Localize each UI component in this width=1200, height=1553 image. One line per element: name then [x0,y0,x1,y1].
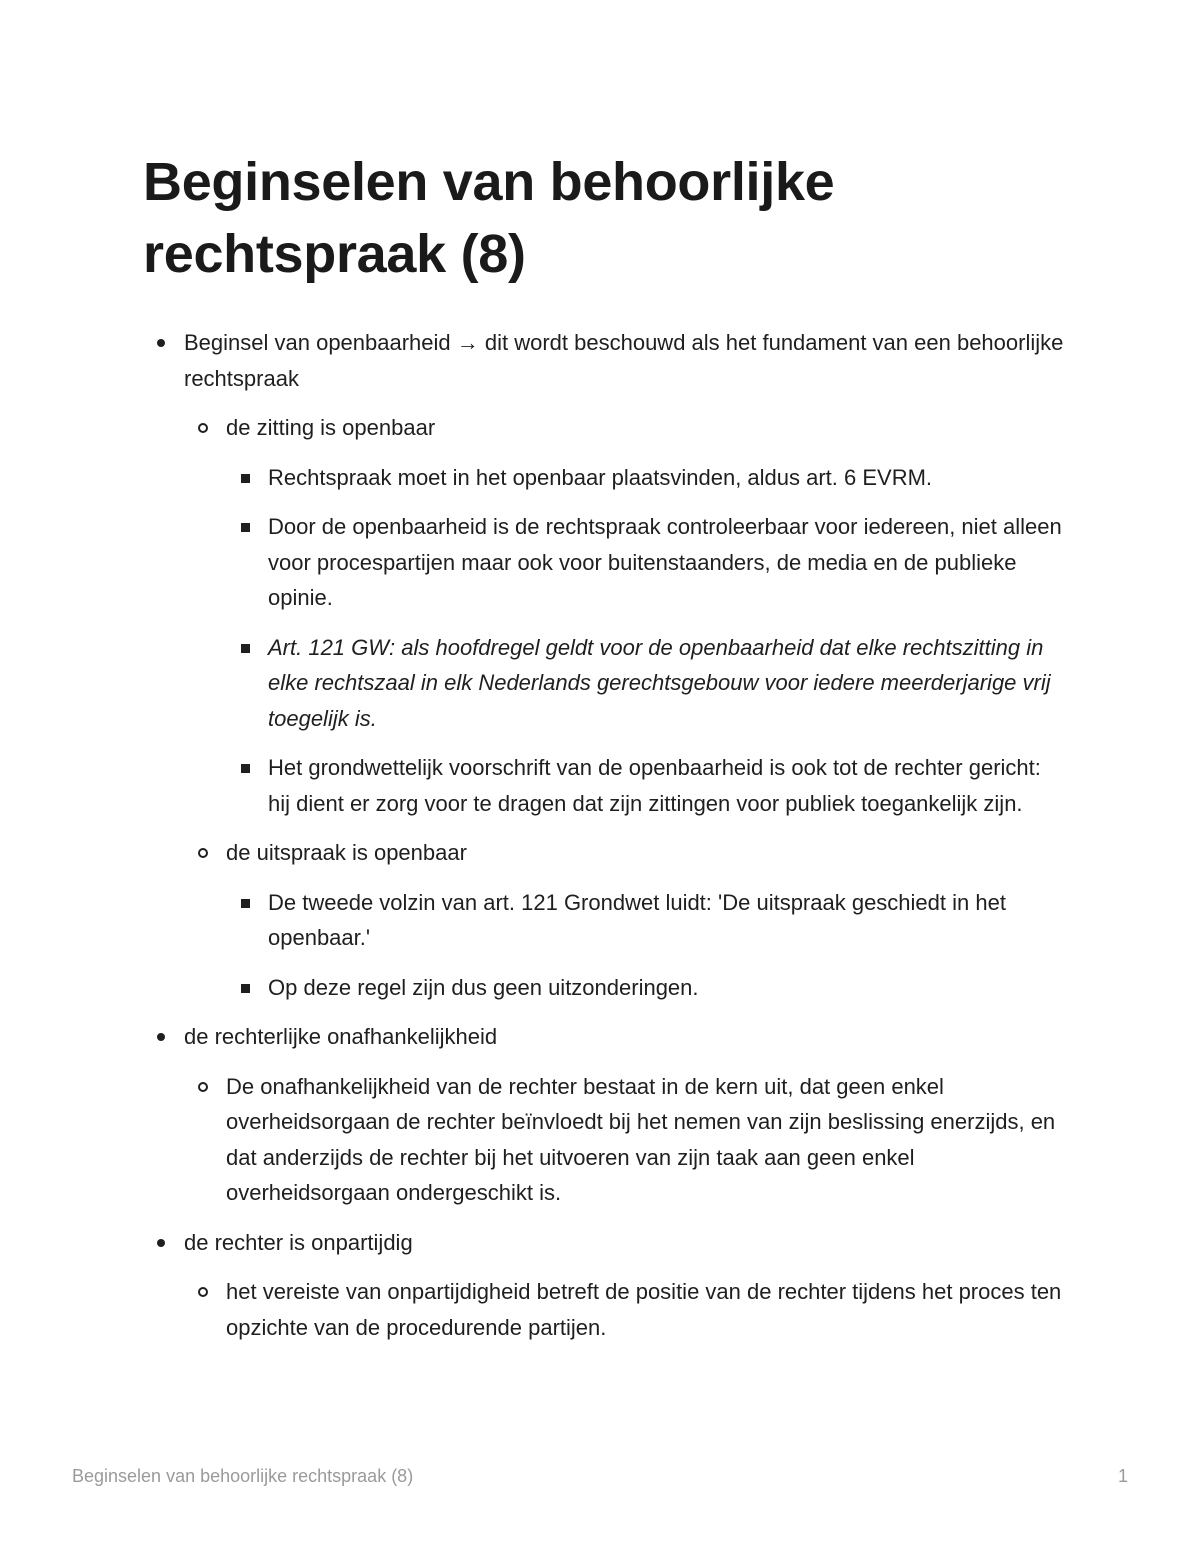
list-item-text: Op deze regel zijn dus geen uitzonderingen. [268,974,699,1000]
bullet-disc-icon [157,1033,165,1041]
bullet-disc-icon [157,339,165,347]
bullet-square-icon [241,899,250,908]
list-item [0,1019,1064,1055]
list-item-text: de rechterlijke onafhankelijkheid [184,1024,498,1049]
list-item [0,970,1068,1006]
bullet-list [0,325,1200,1359]
list-item [0,460,1068,496]
bullet-square-icon [241,474,250,483]
bullet-square-icon [241,523,250,532]
list-item [0,885,1068,956]
bullet-circle-icon [198,1082,208,1092]
list-item [0,509,1068,616]
bullet-circle-icon [198,423,208,433]
bullet-square-icon [241,644,250,653]
list-item-text: de uitspraak is openbaar [226,840,467,865]
list-item [0,410,1066,446]
list-item-text: Rechtspraak moet in het openbaar plaatsvinden, aldus art. 6 EVRM. [268,464,933,490]
list-item-text: De tweede volzin van art. 121 Grondwet luidt: 'De uitspraak geschiedt in het openbaar.' [268,889,1006,950]
bullet-square-icon [241,764,250,773]
list-item-text: Het grondwettelijk voorschrift van de openbaarheid is ook tot de rechter gericht: hij dient er zorg voor te dragen dat zijn zittingen voor publiek toegankelijk zijn. [268,755,1041,816]
page-number: 1 [1117,1466,1128,1486]
list-item [0,750,1068,821]
list-item-text: Door de openbaarheid is de rechtspraak controleerbaar voor iedereen, niet alleen voor procespartijen maar ook voor buitenstaanders, de media en de publieke opinie. [268,514,1062,610]
bullet-disc-icon [157,1239,165,1247]
list-item [0,1274,1066,1345]
page-title: Beginselen van behoorlijke rechtspraak (8) [143,152,835,284]
list-item [0,630,1068,737]
list-item [0,1069,1066,1211]
footer-title: Beginselen van behoorlijke rechtspraak (8) [72,1466,414,1486]
list-item [0,835,1066,871]
list-item-text: de rechter is onpartijdig [184,1229,413,1255]
list-item [0,1225,1064,1261]
list-item-text: de zitting is openbaar [226,415,436,440]
list-item-text: Beginsel van openbaarheid → dit wordt beschouwd als het fundament van een behoorlijke rechtspraak [184,330,1064,391]
bullet-circle-icon [198,848,208,858]
list-item-text: De onafhankelijkheid van de rechter bestaat in de kern uit, dat geen enkel overheidsorgaan de rechter beïnvloedt bij het nemen van zijn beslissing enerzijds, en dat anderzijds de rechter bij het uitvoeren van zijn taak aan geen enkel overheidsorgaan ondergeschikt is. [226,1073,1056,1205]
bullet-circle-icon [198,1287,208,1297]
list-item [0,325,1064,396]
list-item-text: Art. 121 GW: als hoofdregel geldt voor de openbaarheid dat elke rechtszitting in elke rechtszaal in elk Nederlands gerechtsgebouw voor iedere meerderjarige vrij toegelijk is. [268,634,1051,731]
list-item-text: het vereiste van onpartijdigheid betreft de positie van de rechter tijdens het proces ten opzichte van de procedurende partijen. [226,1279,1062,1340]
bullet-square-icon [241,984,250,993]
